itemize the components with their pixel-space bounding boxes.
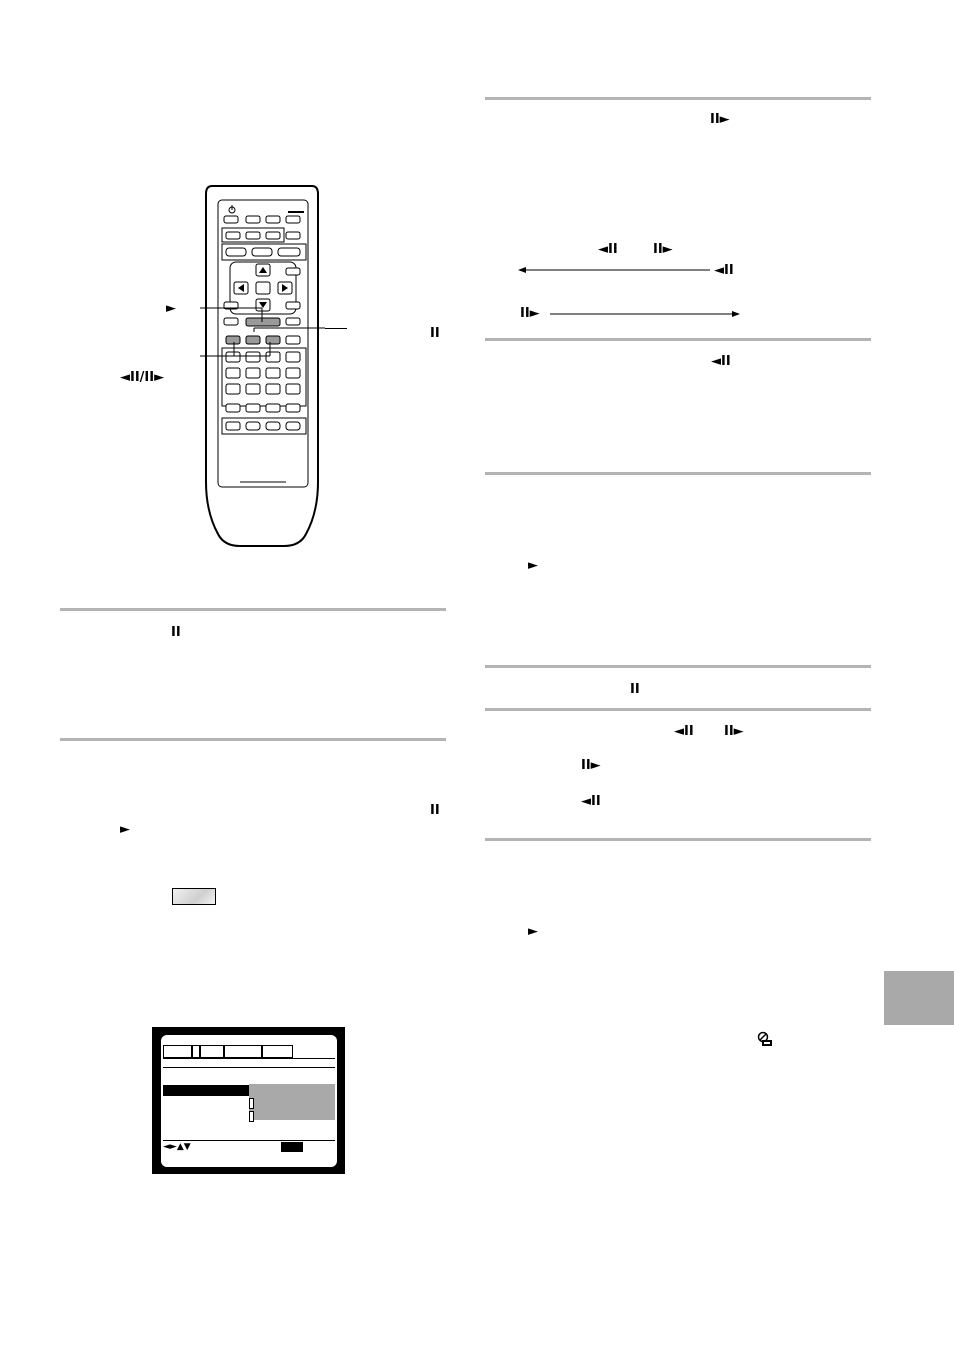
step-forward-symbol: II► <box>581 758 601 773</box>
section-rule <box>485 665 871 668</box>
play-symbol: ► <box>120 822 130 837</box>
osd-footer-line <box>163 1140 335 1141</box>
step-forward-symbol: II► <box>520 306 540 321</box>
osd-option-marker <box>249 1111 254 1122</box>
section-rule <box>60 608 446 611</box>
step-reverse-symbol: ◄II <box>714 263 734 278</box>
osd-selected-item <box>163 1085 249 1096</box>
step-forward-symbol: II► <box>710 112 730 127</box>
step-forward-symbol: II► <box>724 724 744 739</box>
section-rule <box>485 97 871 100</box>
osd-tab <box>261 1045 293 1058</box>
button-illustration <box>172 888 216 905</box>
pause-callout-line <box>325 328 347 329</box>
section-rule <box>485 838 871 841</box>
forward-direction-arrow <box>550 307 742 321</box>
osd-separator <box>163 1067 335 1068</box>
step-reverse-symbol: ◄II <box>674 724 694 739</box>
remote-play-label: ► <box>166 301 176 316</box>
section-rule <box>485 472 871 475</box>
pause-symbol: II <box>430 803 440 818</box>
remote-step-label: ◄II/II► <box>120 370 165 385</box>
osd-tab <box>199 1045 225 1058</box>
osd-tab-underline <box>163 1058 335 1059</box>
play-symbol: ► <box>528 924 538 939</box>
step-forward-symbol: II► <box>653 242 673 257</box>
play-symbol: ► <box>528 558 538 573</box>
on-screen-display-illustration <box>152 1027 345 1174</box>
osd-screen <box>161 1035 337 1167</box>
osd-options-panel <box>249 1084 335 1120</box>
remote-pause-label: II <box>430 326 440 341</box>
section-rule <box>60 738 446 741</box>
step-reverse-symbol: ◄II <box>581 794 601 809</box>
osd-tab <box>163 1045 193 1058</box>
chapter-tab-marker <box>884 971 954 1025</box>
section-rule <box>485 708 871 711</box>
pause-symbol: II <box>630 682 640 697</box>
reverse-direction-arrow <box>518 263 712 277</box>
step-reverse-symbol: ◄II <box>711 354 731 369</box>
step-reverse-symbol: ◄II <box>598 242 618 257</box>
osd-nav-arrows: ◄►▲▼ <box>163 1142 191 1152</box>
prohibit-icon <box>757 1031 773 1047</box>
osd-enter-key <box>281 1142 303 1152</box>
osd-option-marker <box>249 1098 254 1109</box>
remote-control-illustration <box>200 182 325 552</box>
section-rule <box>485 338 871 341</box>
pause-symbol: II <box>171 625 181 640</box>
osd-tab <box>223 1045 263 1058</box>
